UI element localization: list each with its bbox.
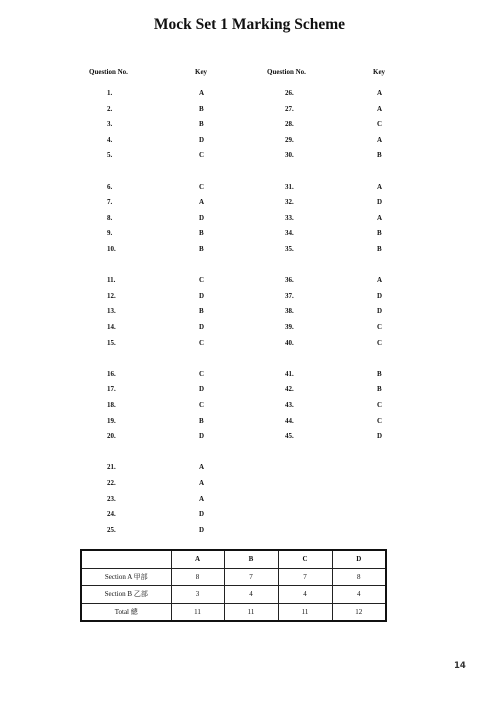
answer-key: D [199, 135, 205, 144]
answer-key: A [199, 463, 205, 472]
question-number: 40. [285, 338, 294, 347]
summary-cell: 11 [224, 603, 278, 621]
question-number: 33. [285, 213, 294, 222]
answer-key: C [199, 401, 205, 409]
question-number: 16. [107, 369, 116, 378]
answer-key: B [199, 416, 204, 425]
answer-key: B [377, 151, 382, 160]
summary-cell: 8 [171, 568, 224, 586]
question-number: 42. [285, 385, 294, 394]
question-number: 4. [107, 135, 113, 144]
summary-cell: 7 [278, 568, 332, 586]
summary-cell: 7 [224, 568, 278, 586]
question-number: 24. [107, 510, 116, 519]
summary-cell: 3 [171, 586, 224, 604]
question-number: 36. [285, 276, 294, 285]
summary-header-d: D [332, 550, 386, 568]
answer-key: D [199, 323, 205, 331]
question-number: 26. [285, 89, 294, 97]
question-number: 22. [107, 479, 116, 487]
question-number: 39. [285, 323, 294, 331]
answer-key: A [377, 104, 383, 113]
question-number: 23. [107, 494, 116, 503]
question-number: 34. [285, 229, 294, 238]
answer-key: D [199, 525, 205, 534]
summary-cell: 8 [332, 568, 386, 586]
answer-key: C [199, 151, 205, 160]
summary-header-blank [81, 550, 171, 568]
answer-key: C [377, 401, 383, 409]
answer-key: D [199, 291, 205, 300]
question-number: 3. [107, 120, 113, 129]
answer-key: C [377, 338, 383, 347]
question-number: 44. [285, 416, 294, 425]
question-number: 19. [107, 416, 116, 425]
answer-key: B [199, 229, 204, 238]
question-number: 30. [285, 151, 294, 160]
answer-key: A [377, 182, 383, 191]
answer-key: D [377, 198, 383, 207]
summary-cell: 4 [224, 586, 278, 604]
answer-key: A [377, 213, 383, 222]
question-number: 20. [107, 432, 116, 441]
answer-key: C [199, 276, 205, 285]
summary-table [80, 549, 387, 622]
question-number: 32. [285, 198, 294, 207]
summary-cell: 11 [171, 603, 224, 621]
question-number: 9. [107, 229, 113, 238]
answer-key: B [199, 120, 204, 129]
answer-key: A [377, 135, 383, 144]
question-number: 35. [285, 245, 294, 253]
answer-key: D [377, 432, 383, 441]
question-number: 18. [107, 401, 116, 409]
answer-key: D [377, 307, 383, 316]
answer-key: C [199, 338, 205, 347]
summary-row-total [81, 603, 386, 621]
answer-key: C [377, 416, 383, 425]
question-number: 28. [285, 120, 294, 129]
answer-key: D [199, 213, 205, 222]
summary-header-a: A [171, 550, 224, 568]
answer-key: A [199, 494, 205, 503]
question-number: 6. [107, 182, 113, 191]
question-number: 14. [107, 323, 116, 331]
answer-key: B [377, 229, 382, 238]
question-number: 21. [107, 463, 116, 472]
question-number: 37. [285, 291, 294, 300]
answer-key: C [377, 120, 383, 129]
answer-key: C [377, 323, 383, 331]
summary-header-row [81, 550, 386, 568]
page-number: 14 [454, 661, 466, 671]
question-number: 2. [107, 104, 113, 113]
question-number: 41. [285, 369, 294, 378]
header-key-left: Key [195, 68, 208, 76]
answer-key: B [199, 104, 204, 113]
summary-row-label: Section B 乙部 [81, 586, 171, 604]
page-title: Mock Set 1 Marking Scheme [153, 16, 346, 33]
answer-key: B [377, 245, 382, 253]
summary-row-section-a [81, 568, 386, 586]
summary-cell: 4 [332, 586, 386, 604]
question-number: 31. [285, 182, 294, 191]
header-question-no-right: Question No. [267, 68, 306, 76]
summary-header-b: B [224, 550, 278, 568]
answer-key: B [377, 369, 382, 378]
summary-cell: 11 [278, 603, 332, 621]
question-number: 13. [107, 307, 116, 316]
summary-row-label: Section A 甲部 [81, 568, 171, 586]
answer-key: A [199, 479, 205, 487]
question-number: 27. [285, 104, 294, 113]
answer-key: A [199, 198, 205, 207]
question-number: 38. [285, 307, 294, 316]
header-question-no-left: Question No. [89, 68, 128, 76]
summary-header-c: C [278, 550, 332, 568]
answer-key: B [377, 385, 382, 394]
question-number: 8. [107, 213, 113, 222]
answer-key: C [199, 182, 205, 191]
summary-cell: 12 [332, 603, 386, 621]
question-number: 11. [107, 276, 116, 285]
answer-key: B [199, 307, 204, 316]
answer-key: B [199, 245, 204, 253]
header-key-right: Key [373, 68, 386, 76]
answer-key: D [199, 432, 205, 441]
question-number: 17. [107, 385, 116, 394]
question-number: 25. [107, 525, 116, 534]
question-number: 12. [107, 291, 116, 300]
answer-key: A [377, 89, 383, 97]
question-number: 45. [285, 432, 294, 441]
summary-cell: 4 [278, 586, 332, 604]
question-number: 29. [285, 135, 294, 144]
question-number: 7. [107, 198, 113, 207]
answer-key: A [377, 276, 383, 285]
summary-row-section-b [81, 586, 386, 604]
question-number: 5. [107, 151, 113, 160]
question-number: 1. [107, 89, 113, 97]
answer-key: A [199, 89, 205, 97]
answer-key: D [199, 385, 205, 394]
summary-row-label: Total 總 [81, 603, 171, 621]
answer-key: D [377, 291, 383, 300]
answer-key: C [199, 369, 205, 378]
question-number: 15. [107, 338, 116, 347]
question-number: 10. [107, 245, 116, 253]
question-number: 43. [285, 401, 294, 409]
answer-key: D [199, 510, 205, 519]
